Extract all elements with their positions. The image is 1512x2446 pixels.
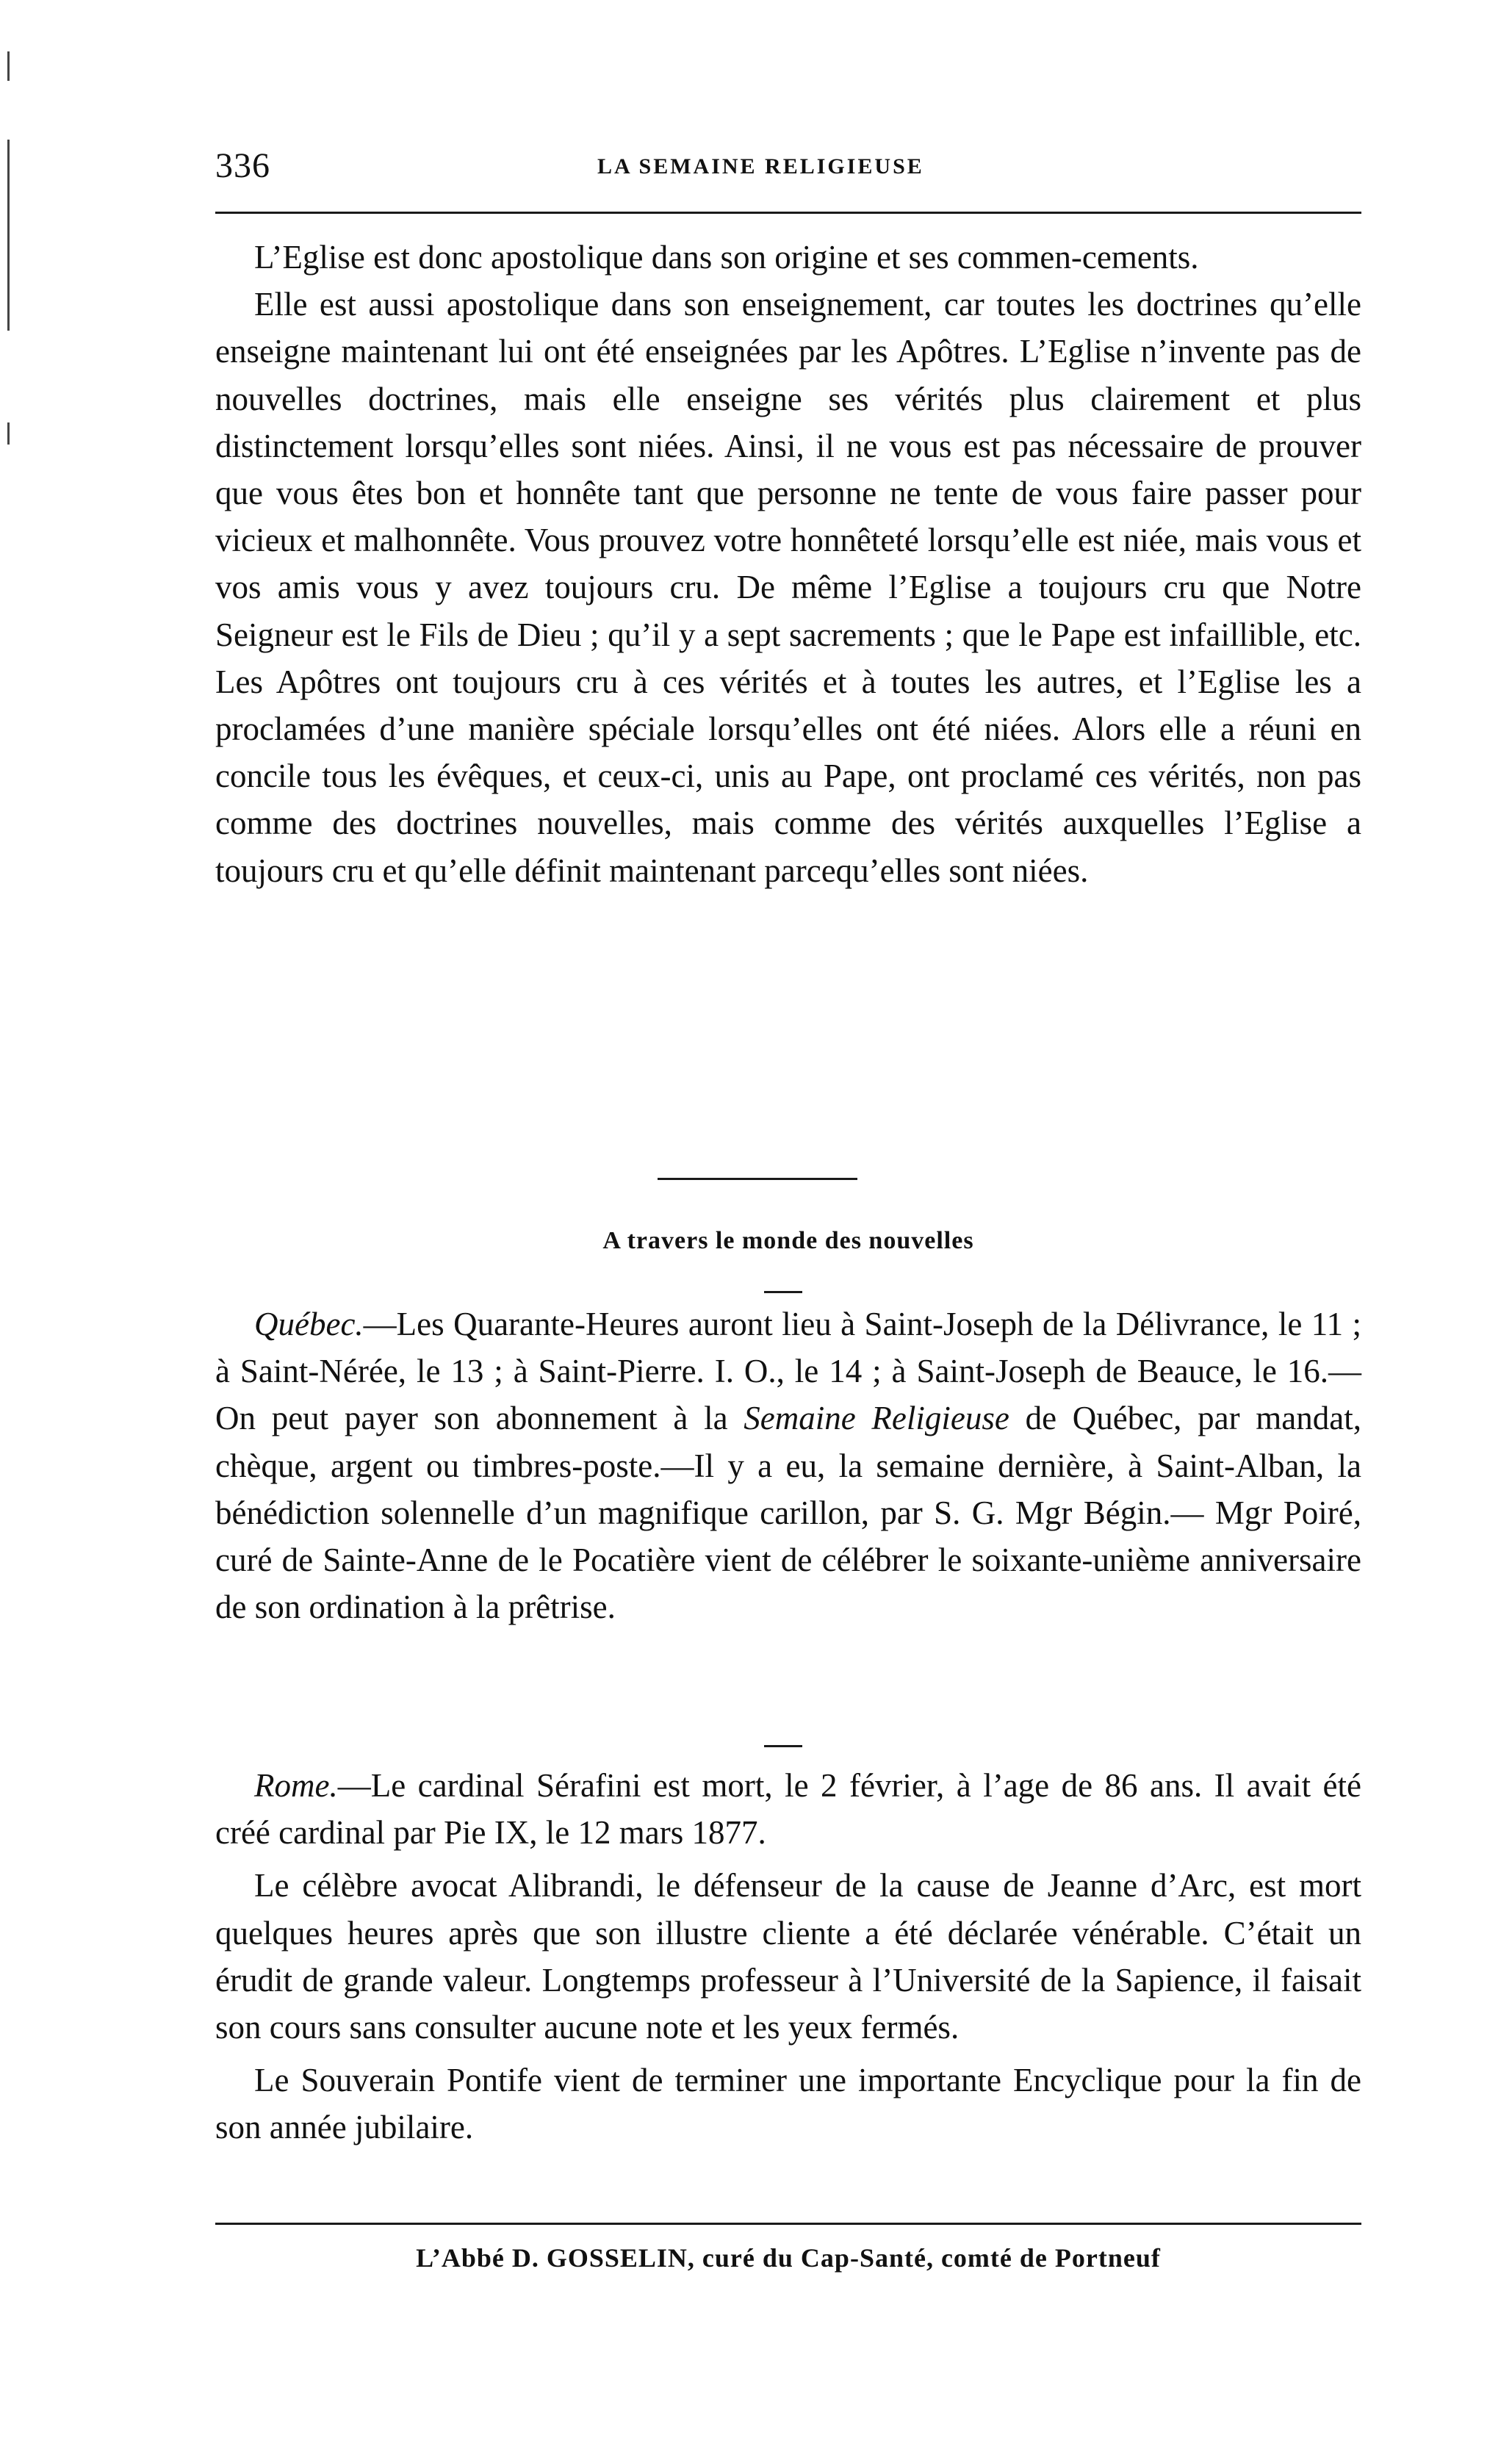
dash-divider [764,1291,802,1293]
place-name: Rome. [254,1767,338,1804]
place-name: Québec. [254,1306,364,1342]
news-quebec [215,1301,1361,1630]
signature: L’Abbé D. GOSSELIN, curé du Cap-Santé, comté de Portneuf [416,2243,1161,2273]
news-rome [215,1762,1361,2151]
page-number: 336 [215,146,270,185]
header-rule [215,212,1361,214]
paragraph: L’Eglise est donc apostolique dans son origine et ses commen-cements. [254,239,1199,276]
news-text: —Le cardinal Sérafini est mort, le 2 février, à l’age de 86 ans. Il avait été créé cardinal par Pie IX, le 12 mars 1877. [215,1767,1361,1852]
section-title: A travers le monde des nouvelles [602,1227,974,1254]
running-title: LA SEMAINE RELIGIEUSE [597,154,924,179]
paragraph: Le célèbre avocat Alibrandi, le défenseur de la cause de Jeanne d’Arc, est mort quelques heures après que son illustre cliente a été déclarée vénérable. C’était un érudit de grande valeur. Longtemps professeur à l’Université de la Sapience, il faisait son cours sans consulter aucune note et les yeux fermés. [215,1867,1361,2046]
news-text: —Les Quarante-Heures auront lieu à Saint-Joseph de la Délivrance, le 11 ; à Saint-Nérée, le 13 ; à Saint-Pierre. I. O., le 14 ; à Saint-Joseph de Beauce, le 16.—On peut payer son abonnement à la [215,1306,1361,1437]
scan-mark [7,140,10,331]
news-text: de Québec, par mandat, chèque, argent ou timbres-poste.—Il y a eu, la semaine dernière, à Saint-Alban, la bénédiction solennelle d’un magnifique carillon, par S. G. Mgr Bégin.— Mgr Poiré, curé de Sainte-Anne de le Pocatière vient de célébrer le soixante-unième anniversaire de son ordination à la prêtrise. [215,1400,1361,1626]
paragraph [215,1301,1361,1630]
article-body [215,234,1361,894]
footer-rule [215,2223,1361,2225]
scan-mark [7,422,10,445]
paragraph: Elle est aussi apostolique dans son enseignement, car toutes les doctrines qu’elle enseigne maintenant lui ont été enseignées par les Apôtres. L’Eglise n’invente pas de nouvelles doctrines, mais elle enseigne ses vérités plus clairement et plus distinctement lorsqu’elles sont niées. Ainsi, il ne vous est pas nécessaire de prouver que vous êtes bon et honnête tant que personne ne tente de vous faire passer pour vicieux et malhonnête. Vous prouvez votre honnêteté lorsqu’elle est niée, mais vous et vos amis vous y avez toujours cru. De même l’Eglise a toujours cru que Notre Seigneur est le Fils de Dieu ; qu’il y a sept sacrements ; que le Pape est infaillible, etc. Les Apôtres ont toujours cru à ces vérités et à toutes les autres, et l’Eglise les a proclamées d’une manière spéciale lorsqu’elles ont été niées. Alors elle a réuni en concile tous les évêques, et ceux-ci, unis au Pape, ont proclamé ces vérités, non pas comme des doctrines nouvelles, mais comme des vérités auxquelles l’Eglise a toujours cru et qu’elle définit maintenant parcequ’elles sont niées. [215,286,1361,889]
paragraph [215,1762,1361,1856]
paragraph: Le Souverain Pontife vient de terminer une importante Encyclique pour la fin de son année jubilaire. [215,2062,1361,2146]
publication-name: Semaine Religieuse [744,1400,1009,1437]
page-header [215,145,1361,190]
dash-divider [764,1745,802,1747]
scan-mark [7,51,10,81]
section-divider [658,1178,857,1180]
